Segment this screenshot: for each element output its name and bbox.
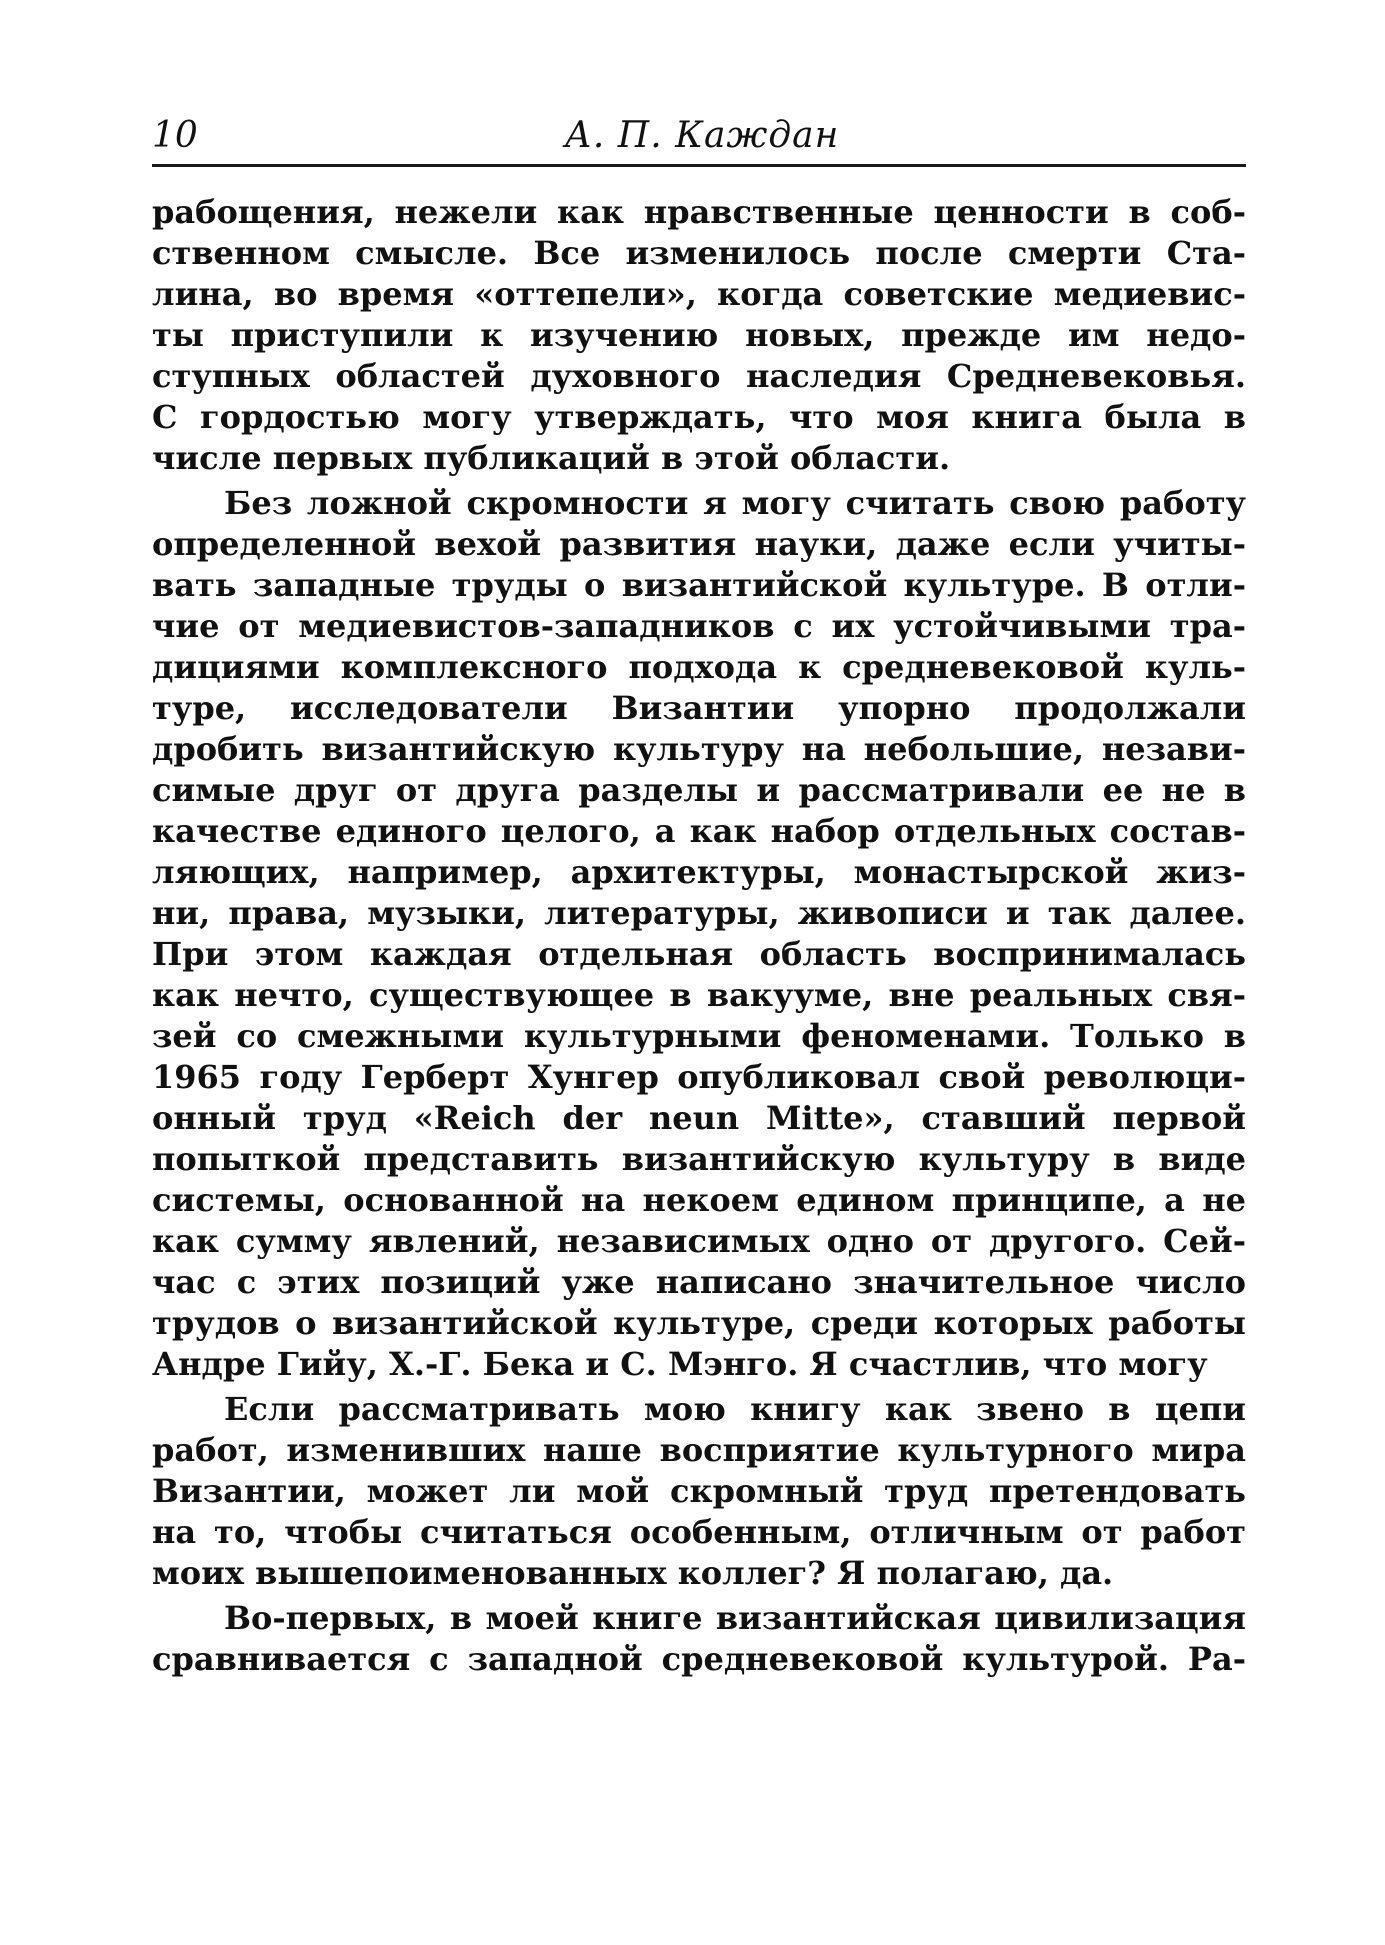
text-line: лина, во время «оттепели», когда советские медиевис-: [152, 275, 1246, 313]
text-line: симые друг от друга разделы и рассматривали ее не в: [152, 771, 1246, 809]
paragraph-4: [152, 1598, 1246, 1680]
running-head-author: А. П. Каждан: [564, 115, 840, 156]
text-line: ни, права, музыки, литературы, живописи и так далее.: [152, 894, 1246, 932]
text-line: качестве единого целого, а как набор отдельных состав-: [152, 812, 1246, 850]
running-head: [152, 108, 1252, 164]
text-line: вать западные труды о византийской культуре. В отли-: [152, 566, 1246, 604]
text-line: определенной вехой развития науки, даже если учиты-: [152, 525, 1246, 563]
text-line: 1965 году Герберт Хунгер опубликовал свой революци-: [152, 1058, 1246, 1096]
paragraph-3: [152, 1389, 1246, 1594]
paragraph-2: [152, 483, 1246, 1385]
body-text: [152, 192, 1246, 1680]
text-line: ляющих, например, архитектуры, монастырской жиз-: [152, 853, 1246, 891]
text-line: как сумму явлений, независимых одно от другого. Сей-: [152, 1222, 1246, 1260]
text-line: С гордостью могу утверждать, что моя книга была в: [152, 398, 1246, 436]
text-line: системы, основанной на некоем едином принципе, а не: [152, 1181, 1246, 1219]
text-line: Без ложной скромности я могу считать свою работу: [224, 484, 1246, 522]
text-line: ственном смысле. Все изменилось после смерти Ста-: [152, 234, 1246, 272]
text-line: на то, чтобы считаться особенным, отличным от работ: [152, 1513, 1246, 1551]
text-line: дробить византийскую культуру на небольшие, незави-: [152, 730, 1246, 768]
text-line: ты приступили к изучению новых, прежде им недо-: [152, 316, 1246, 354]
text-line: зей со смежными культурными феноменами. Только в: [152, 1017, 1246, 1055]
text-line: сравнивается с западной средневековой культурой. Ра-: [152, 1640, 1246, 1678]
text-line: При этом каждая отдельная область воспринималась: [152, 935, 1246, 973]
text-line: трудов о византийской культуре, среди которых работы: [152, 1304, 1246, 1342]
text-line: онный труд «Reich der neun Mitte», ставший первой: [152, 1099, 1246, 1137]
text-line: числе первых публикаций в этой области.: [152, 439, 951, 477]
text-line: попыткой представить византийскую культуру в виде: [152, 1140, 1246, 1178]
text-line: Андре Гийу, Х.-Г. Бека и С. Мэнго. Я счастлив, что могу: [152, 1345, 1208, 1383]
paragraph-1: [152, 192, 1246, 479]
page-number: 10: [152, 115, 198, 156]
text-line: работ, изменивших наше восприятие культурного мира: [152, 1431, 1246, 1469]
text-line: туре, исследователи Византии упорно продолжали: [152, 689, 1246, 727]
text-line: ступных областей духовного наследия Средневековья.: [152, 357, 1246, 395]
text-line: рабощения, нежели как нравственные ценности в соб-: [152, 193, 1246, 231]
header-rule: [152, 164, 1246, 167]
text-line: Византии, может ли мой скромный труд претендовать: [152, 1472, 1246, 1510]
text-line: Если рассматривать мою книгу как звено в цепи: [224, 1390, 1246, 1428]
text-line: чие от медиевистов-западников с их устойчивыми тра-: [152, 607, 1246, 645]
text-line: как нечто, существующее в вакууме, вне реальных свя-: [152, 976, 1246, 1014]
text-line: дициями комплексного подхода к средневековой куль-: [152, 648, 1246, 686]
text-line: час с этих позиций уже написано значительное число: [152, 1263, 1246, 1301]
text-line: Во-первых, в моей книге византийская цивилизация: [224, 1599, 1246, 1637]
text-line: моих вышепоименованных коллег? Я полагаю, да.: [152, 1554, 1114, 1592]
